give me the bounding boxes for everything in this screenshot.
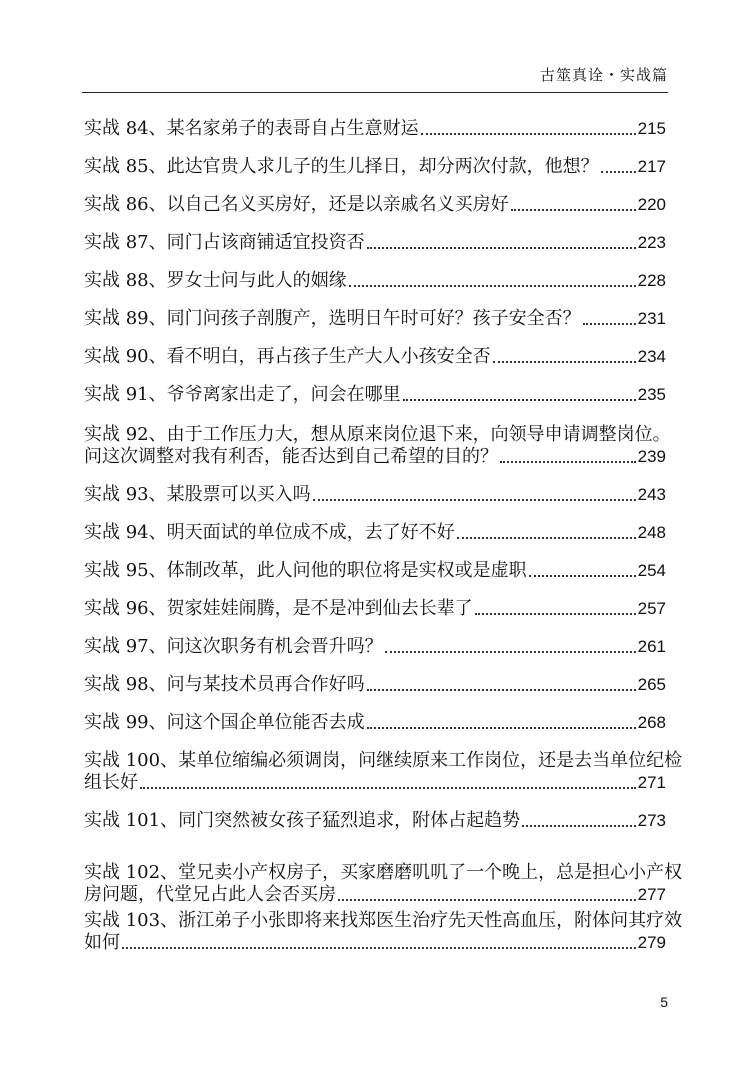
toc-entry-line <box>84 772 666 794</box>
toc-entry-page: 223 <box>637 233 666 252</box>
toc-entry-title: 实战 94、明天面试的单位成不成，去了好不好 <box>84 522 455 543</box>
toc-dot-leader <box>385 650 636 653</box>
toc-dot-leader <box>522 824 636 827</box>
toc-entry-line <box>84 346 666 368</box>
toc-entry-page: 273 <box>637 811 666 830</box>
toc-entry-page: 277 <box>637 885 666 904</box>
toc-entry-page: 248 <box>637 523 666 542</box>
toc-dot-leader <box>122 946 636 949</box>
toc-entry-title: 实战 90、看不明白，再占孩子生产大人小孩安全否 <box>84 346 491 367</box>
toc-dot-leader <box>500 460 636 463</box>
toc-entry-page: 220 <box>637 195 666 214</box>
toc-entry-page: 228 <box>637 271 666 290</box>
toc-entry-line <box>84 636 666 658</box>
toc-dot-leader <box>529 574 636 577</box>
toc-entry[interactable] <box>84 484 666 506</box>
toc-entry-line <box>84 712 666 734</box>
toc-entry-title: 实战 96、贺家娃娃闹腾，是不是冲到仙去长辈了 <box>84 598 473 619</box>
toc-entry[interactable] <box>84 156 666 178</box>
toc-entry-title: 实战 93、某股票可以买入吗 <box>84 484 311 505</box>
toc-entry[interactable] <box>84 118 666 140</box>
toc-dot-leader <box>338 898 636 901</box>
toc-entry-title: 实战 91、爷爷离家出走了，问会在哪里 <box>84 384 401 405</box>
toc-entry[interactable] <box>84 384 666 406</box>
toc-entry-title: 实战 100、某单位缩编必须调岗，问继续原来工作岗位，还是去当单位纪检 <box>84 750 683 771</box>
toc-entry[interactable] <box>84 712 666 734</box>
toc-entry[interactable] <box>84 308 666 330</box>
toc-dot-leader <box>475 612 636 615</box>
toc-entry-line <box>84 522 666 544</box>
toc-entry-page: 265 <box>637 675 666 694</box>
toc-entry-title: 房问题，代堂兄占此人会否买房 <box>84 884 336 905</box>
toc-entry-line <box>84 384 666 406</box>
toc-entry-line <box>84 424 671 446</box>
toc-entry[interactable] <box>84 598 666 620</box>
toc-entry-page: 268 <box>637 713 666 732</box>
toc-entry[interactable] <box>84 862 683 906</box>
toc-entry-line <box>84 598 666 620</box>
toc-dot-leader <box>140 786 636 789</box>
toc-entry-page: 257 <box>637 599 666 618</box>
toc-entry[interactable] <box>84 636 666 658</box>
toc-entry-page: 243 <box>637 485 666 504</box>
toc-entry[interactable] <box>84 560 666 582</box>
toc-entry[interactable] <box>84 194 666 216</box>
toc-entry-page: 239 <box>637 447 666 466</box>
toc-entry-line <box>84 560 666 582</box>
toc-entry-line <box>84 156 666 178</box>
toc-dot-leader <box>349 284 636 287</box>
toc-entry-title: 实战 87、同门占该商铺适宜投资否 <box>84 232 365 253</box>
toc-entry-line <box>84 308 666 330</box>
toc-dot-leader <box>403 398 636 401</box>
toc-entry-line <box>84 194 666 216</box>
toc-entry-title: 实战 84、某名家弟子的表哥自占生意财运 <box>84 118 419 139</box>
toc-entry-title: 实战 85、此达官贵人求儿子的生儿择日，却分两次付款，他想？ <box>84 156 599 177</box>
toc-entry-line <box>84 270 666 292</box>
toc-dot-leader <box>493 360 636 363</box>
toc-entry[interactable] <box>84 674 666 696</box>
toc-entry-page: 279 <box>637 933 666 952</box>
toc-entry-line <box>84 674 666 696</box>
toc-entry[interactable] <box>84 522 666 544</box>
toc-entry-line <box>84 884 666 906</box>
toc-entry-page: 234 <box>637 347 666 366</box>
toc-entry[interactable] <box>84 346 666 368</box>
toc-entry-line <box>84 118 666 140</box>
toc-entry-title: 问这次调整对我有利否，能否达到自己希望的目的？ <box>84 446 498 467</box>
page-number: 5 <box>660 994 668 1010</box>
toc-dot-leader <box>583 322 636 325</box>
toc-entry[interactable] <box>84 424 671 468</box>
toc-dot-leader <box>601 170 636 173</box>
toc-entry-line <box>84 232 666 254</box>
toc-entry-title: 实战 99、问这个国企单位能否去成 <box>84 712 365 733</box>
toc-entry[interactable] <box>84 270 666 292</box>
toc-dot-leader <box>367 688 636 691</box>
running-header: 古筮真诠・实战篇 <box>539 66 668 84</box>
toc-dot-leader <box>313 498 636 501</box>
toc-entry-line <box>84 862 683 884</box>
toc-entry-title: 实战 92、由于工作压力大，想从原来岗位退下来，向领导申请调整岗位。 <box>84 424 671 445</box>
toc-entry[interactable] <box>84 810 666 832</box>
toc-entry-page: 215 <box>637 119 666 138</box>
toc-entry-title: 实战 86、以自己名义买房好，还是以亲戚名义买房好 <box>84 194 509 215</box>
toc-entry-title: 组长好 <box>84 772 138 793</box>
header-rule <box>82 92 668 93</box>
toc-entry-line <box>84 810 666 832</box>
toc-dot-leader <box>511 208 636 211</box>
toc-entry-page: 217 <box>637 157 666 176</box>
toc-entry-title: 实战 97、问这次职务有机会晋升吗？ <box>84 636 383 657</box>
toc-entry-title: 实战 101、同门突然被女孩子猛烈追求，附体占起趋势 <box>84 810 521 831</box>
toc-entry-title: 实战 103、浙江弟子小张即将来找郑医生治疗先天性高血压，附体问其疗效 <box>84 910 683 931</box>
toc-entry-line <box>84 750 683 772</box>
toc-entry[interactable] <box>84 910 683 954</box>
toc-entry-title: 实战 95、体制改革，此人问他的职位将是实权或是虚职 <box>84 560 527 581</box>
toc-dot-leader <box>457 536 636 539</box>
toc-dot-leader <box>367 726 636 729</box>
toc-entry-title: 实战 98、问与某技术员再合作好吗 <box>84 674 365 695</box>
toc-entry[interactable] <box>84 750 683 794</box>
toc-dot-leader <box>421 132 636 135</box>
toc-entry-title: 实战 102、堂兄卖小产权房子，买家磨磨叽叽了一个晚上，总是担心小产权 <box>84 862 683 883</box>
toc-entry-page: 254 <box>637 561 666 580</box>
toc-entry-line <box>84 932 666 954</box>
toc-entry-line <box>84 446 666 468</box>
toc-entry-line <box>84 910 683 932</box>
toc-entry-page: 231 <box>637 309 666 328</box>
toc-entry-page: 235 <box>637 385 666 404</box>
toc-dot-leader <box>367 246 636 249</box>
toc-entry-page: 271 <box>637 773 666 792</box>
toc-entry-title: 实战 89、同门问孩子剖腹产，选明日午时可好？孩子安全否？ <box>84 308 581 329</box>
toc-entry-title: 实战 88、罗女士问与此人的姻缘 <box>84 270 347 291</box>
toc-entry-title: 如何 <box>84 932 120 953</box>
toc-entry-line <box>84 484 666 506</box>
toc-entry[interactable] <box>84 232 666 254</box>
toc-entry-page: 261 <box>637 637 666 656</box>
